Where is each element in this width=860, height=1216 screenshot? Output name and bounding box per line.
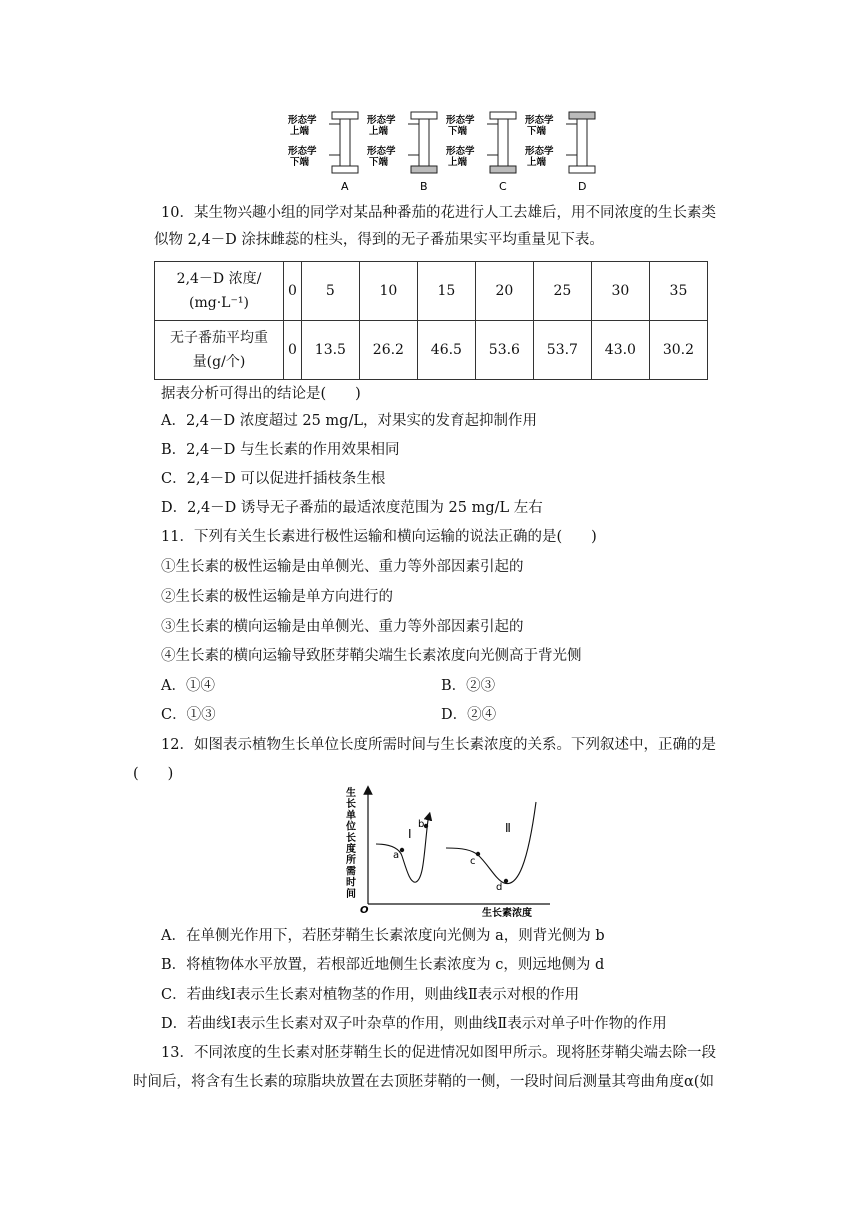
capsule-bottom-cap <box>490 166 516 173</box>
header-text-a: 无子番茄平均重 <box>170 330 268 346</box>
capsule-top-cap <box>569 112 595 119</box>
capsule-bottom-cap <box>332 166 358 173</box>
q11-option-d: D．②④ <box>441 707 497 723</box>
curve-1-label: Ⅰ <box>408 827 412 841</box>
y-axis-label-char: 间 <box>346 888 356 900</box>
top-label-line2: 下端 <box>527 126 547 137</box>
top-label-line1: 形态学 <box>446 115 475 126</box>
top-label-line2: 上端 <box>290 126 310 137</box>
q11-statement-3: ③生长素的横向运输是由单侧光、重力等外部因素引起的 <box>161 619 524 635</box>
y-axis-label-char: 需 <box>346 866 356 878</box>
q10-line1: 10．某生物兴趣小组的同学对某品种番茄的花进行人工去雄后，用不同浓度的生长素类 <box>161 205 716 221</box>
option-letter: C <box>499 180 507 193</box>
point-d <box>504 879 508 883</box>
q12-option-d: D．若曲线Ⅰ表示生长素对双子叶杂草的作用，则曲线Ⅱ表示对单子叶作物的作用 <box>161 1016 667 1032</box>
top-label-line1: 形态学 <box>367 115 396 126</box>
capsule-diagram <box>285 104 585 196</box>
point-a <box>400 848 404 852</box>
capsule-top-cap <box>332 112 358 119</box>
table-cell: 43.0 <box>591 321 649 380</box>
q12-option-c: C．若曲线Ⅰ表示生长素对植物茎的作用，则曲线Ⅱ表示对根的作用 <box>161 987 580 1003</box>
q10-option-d: D．2,4－D 诱导无子番茄的最适浓度范围为 25 mg/L 左右 <box>161 500 543 516</box>
q11-stem: 11．下列有关生长素进行极性运输和横向运输的说法正确的是( ) <box>161 529 597 545</box>
label-c: c <box>470 856 476 867</box>
label-d: d <box>496 882 503 893</box>
y-axis-label-char: 长 <box>346 832 356 844</box>
q10-line2: 似物 2,4－D 涂抹雌蕊的柱头，得到的无子番茄果实平均重量见下表。 <box>154 232 604 248</box>
bottom-label-line1: 形态学 <box>446 146 475 157</box>
q11-statement-4: ④生长素的横向运输导致胚芽鞘尖端生长素浓度向光侧高于背光侧 <box>161 648 582 664</box>
q13-line1: 13．不同浓度的生长素对胚芽鞘生长的促进情况如图甲所示。现将胚芽鞘尖端去除一段 <box>161 1045 716 1061</box>
y-axis-label-char: 位 <box>346 821 356 833</box>
origin-label: O <box>360 905 369 916</box>
table-cell: 53.6 <box>475 321 533 380</box>
y-axis-label <box>345 786 356 900</box>
q10-stem: 据表分析可得出的结论是( ) <box>161 386 361 402</box>
q13-line2: 时间后，将含有生长素的琼脂块放置在去顶胚芽鞘的一侧，一段时间后测量其弯曲角度α(如 <box>133 1074 714 1090</box>
capsule-bottom-cap <box>569 166 595 173</box>
q11-statement-1: ①生长素的极性运输是由单侧光、重力等外部因素引起的 <box>161 559 524 575</box>
table-cell: 46.5 <box>417 321 475 380</box>
top-label-line2: 下端 <box>448 126 468 137</box>
q10-option-c: C．2,4－D 可以促进扦插枝条生根 <box>161 471 386 487</box>
q12-line1: 12．如图表示植物生长单位长度所需时间与生长素浓度的关系。下列叙述中，正确的是 <box>161 737 716 753</box>
table-header-cell <box>155 321 284 380</box>
bottom-label-line1: 形态学 <box>288 146 317 157</box>
bottom-label-line1: 形态学 <box>525 146 554 157</box>
curve-1-arrow <box>428 816 429 820</box>
table-cell: 30.2 <box>649 321 707 380</box>
q12-option-b: B．将植物体水平放置，若根部近地侧生长素浓度为 c，则远地侧为 d <box>161 957 605 973</box>
header-text-a: 2,4－D 浓度/ <box>176 271 262 287</box>
q11-option-c: C．①③ <box>161 707 216 723</box>
point-c <box>476 852 480 856</box>
top-label-line1: 形态学 <box>288 115 317 126</box>
table-cell: 26.2 <box>359 321 417 380</box>
bottom-label-line1: 形态学 <box>367 146 396 157</box>
top-label-line1: 形态学 <box>525 115 554 126</box>
table-cell: 25 <box>533 262 591 321</box>
q10-option-b: B．2,4－D 与生长素的作用效果相同 <box>161 442 400 458</box>
q11-option-b: B．②③ <box>441 678 496 694</box>
option-letter: B <box>420 180 428 193</box>
capsule-top-cap <box>490 112 516 119</box>
table-header-cell <box>155 262 284 321</box>
q12-line2: ( ) <box>133 766 174 782</box>
table-row <box>155 262 708 321</box>
curve-2 <box>446 802 536 884</box>
q12-graph-svg <box>338 782 558 922</box>
table-cell: 0 <box>284 262 302 321</box>
q10-option-a: A．2,4－D 浓度超过 25 mg/L，对果实的发育起抑制作用 <box>161 413 537 429</box>
option-letter: A <box>341 180 349 193</box>
header-text-b: (mg·L⁻¹) <box>189 295 249 311</box>
bottom-label-line2: 下端 <box>369 157 389 168</box>
capsule-top-cap <box>411 112 437 119</box>
label-b: b <box>418 819 425 830</box>
q11-option-a: A．①④ <box>161 678 215 694</box>
y-axis-label-char: 长 <box>346 799 356 811</box>
y-axis-label-char: 度 <box>346 844 356 855</box>
bottom-label-line2: 上端 <box>527 157 547 168</box>
capsule-bottom-cap <box>411 166 437 173</box>
y-axis-label-char: 时 <box>346 877 356 889</box>
option-letter: D <box>578 180 587 193</box>
table-cell: 20 <box>475 262 533 321</box>
q11-statement-2: ②生长素的极性运输是单方向进行的 <box>161 589 393 605</box>
q12-option-a: A．在单侧光作用下，若胚芽鞘生长素浓度向光侧为 a，则背光侧为 b <box>161 928 605 944</box>
label-a: a <box>393 850 400 861</box>
y-axis-label-char: 所 <box>346 855 356 867</box>
table-cell: 13.5 <box>301 321 359 380</box>
y-axis-label-char: 单 <box>346 810 356 822</box>
table-row <box>155 321 708 380</box>
table-cell: 0 <box>284 321 302 380</box>
bottom-label-line2: 下端 <box>290 157 310 168</box>
q12-graph <box>338 782 558 922</box>
table-cell: 30 <box>591 262 649 321</box>
table-cell: 10 <box>359 262 417 321</box>
table-cell: 53.7 <box>533 321 591 380</box>
header-text-b: 量(g/个) <box>192 354 246 370</box>
y-axis-label-char: 生 <box>346 788 356 799</box>
x-axis-label: 生长素浓度 <box>482 908 532 919</box>
point-b <box>424 824 428 828</box>
table-cell: 35 <box>649 262 707 321</box>
curve-2-label: Ⅱ <box>505 821 511 835</box>
table-cell: 15 <box>417 262 475 321</box>
top-label-line2: 上端 <box>369 126 389 137</box>
capsule-figure <box>285 104 585 196</box>
table-cell: 5 <box>301 262 359 321</box>
q10-table <box>154 261 708 380</box>
bottom-label-line2: 上端 <box>448 157 468 168</box>
